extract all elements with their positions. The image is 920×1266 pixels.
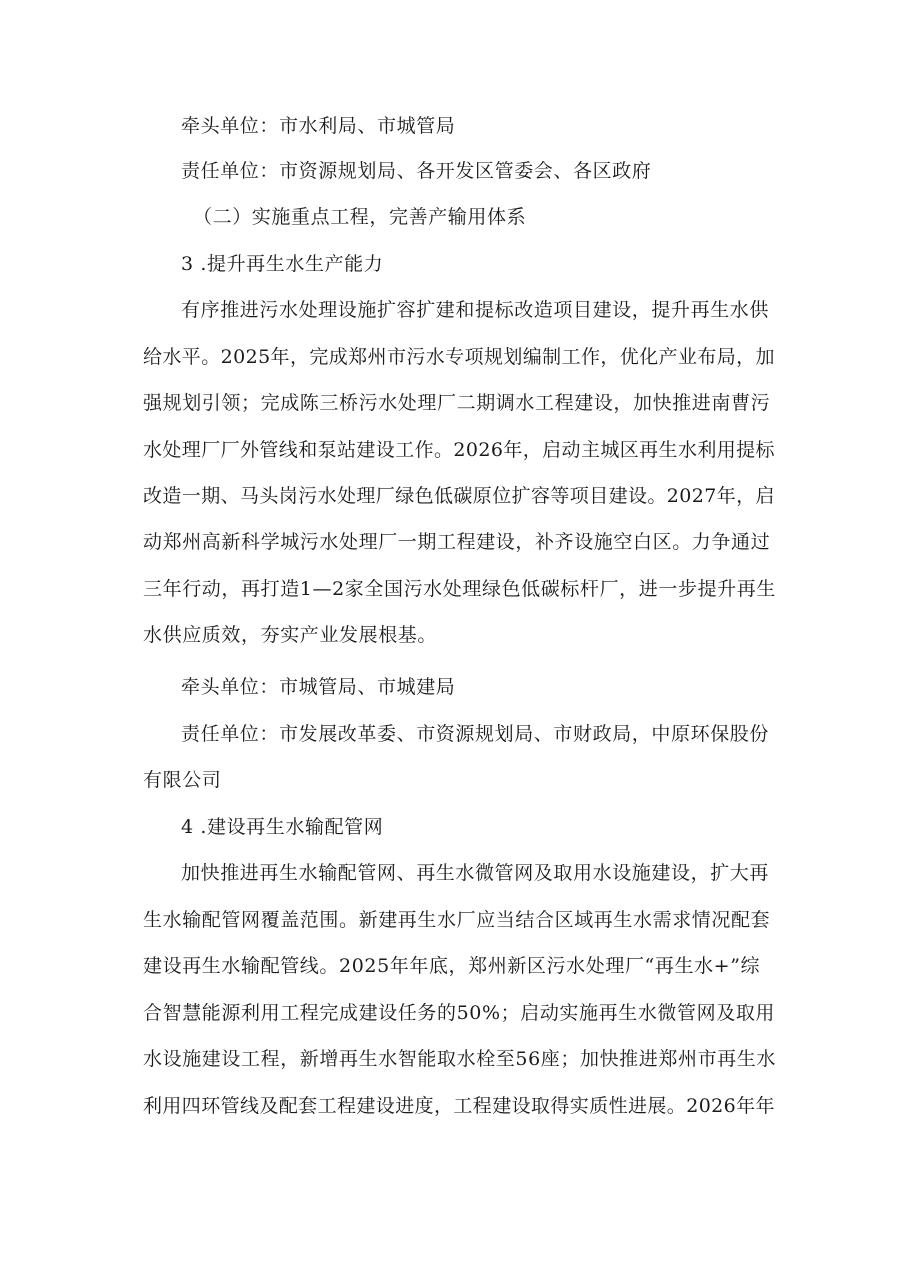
paragraph-1-line: 改造一期、马头岗污水处理厂绿色低碳原位扩容等项目建设。2027年，启 [143, 485, 775, 507]
lead-unit-line-1: 牵头单位：市水利局、市城管局 [181, 115, 456, 137]
responsible-unit-line-2-cont: 有限公司 [143, 769, 222, 791]
paragraph-1-line: 三年行动，再打造1—2家全国污水处理绿色低碳标杆厂，进一步提升再生 [143, 578, 776, 600]
lead-unit-line-2: 牵头单位：市城管局、市城建局 [181, 676, 456, 698]
paragraph-1-line: 强规划引领；完成陈三桥污水处理厂二期调水工程建设，加快推进南曹污 [143, 392, 771, 414]
paragraph-2-line: 加快推进再生水输配管网、再生水微管网及取用水设施建设，扩大再 [181, 862, 770, 884]
item-3-heading: 3 .提升再生水生产能力 [181, 253, 384, 275]
item-4-heading: 4 .建设再生水输配管网 [181, 816, 384, 838]
responsible-unit-line-2: 责任单位：市发展改革委、市资源规划局、市财政局，中原环保股份 [181, 723, 770, 745]
paragraph-1-line: 水供应质效，夯实产业发展根基。 [143, 624, 438, 646]
paragraph-1-line: 给水平。2025年，完成郑州市污水专项规划编制工作，优化产业布局，加 [143, 346, 775, 368]
paragraph-2-line: 水设施建设工程，新增再生水智能取水栓至56座；加快推进郑州市再生水 [143, 1048, 776, 1070]
paragraph-2-line: 合智慧能源利用工程完成建设任务的50%；启动实施再生水微管网及取用 [143, 1002, 776, 1024]
section-heading: （二）实施重点工程，完善产输用体系 [193, 206, 527, 228]
paragraph-2-line: 建设再生水输配管线。2025年年底，郑州新区污水处理厂“再生水+”综 [143, 955, 761, 977]
responsible-unit-line-1: 责任单位：市资源规划局、各开发区管委会、各区政府 [181, 160, 652, 182]
paragraph-2-line: 利用四环管线及配套工程建设进度，工程建设取得实质性进展。2026年年 [143, 1095, 775, 1117]
paragraph-2-line: 生水输配管网覆盖范围。新建再生水厂应当结合区域再生水需求情况配套 [143, 909, 771, 931]
paragraph-1-line: 有序推进污水处理设施扩容扩建和提标改造项目建设，提升再生水供 [181, 299, 770, 321]
paragraph-1-line: 动郑州高新科学城污水处理厂一期工程建设，补齐设施空白区。力争通过 [143, 531, 771, 553]
paragraph-1-line: 水处理厂厂外管线和泵站建设工作。2026年，启动主城区再生水利用提标 [143, 439, 775, 461]
